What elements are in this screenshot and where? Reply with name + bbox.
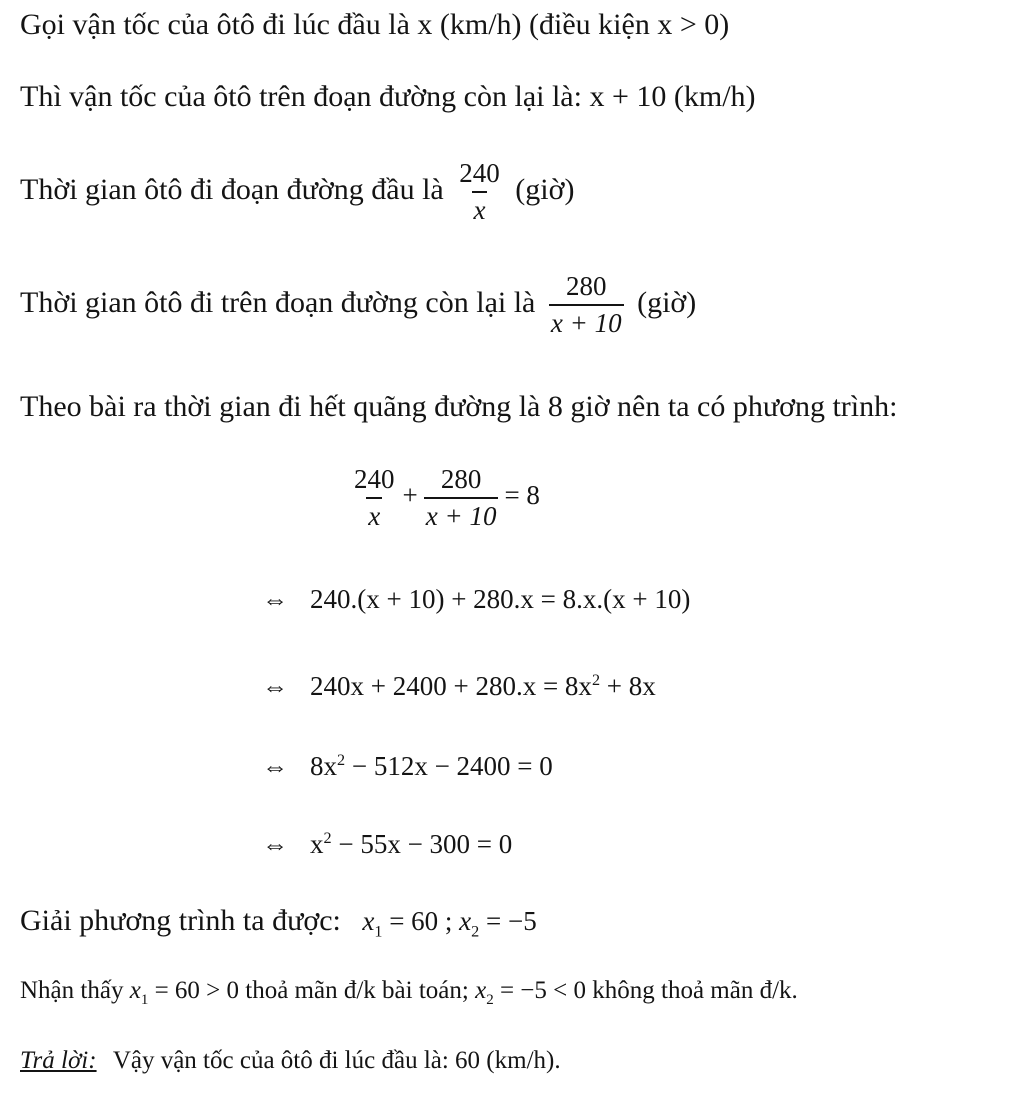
step-4-right: − 55x − 300 = 0 — [331, 829, 513, 859]
iff-icon: ⇔ — [262, 752, 288, 781]
step-3-left: 8x — [310, 751, 337, 781]
exponent: 2 — [591, 671, 601, 689]
exponent: 2 — [323, 829, 332, 847]
fraction-numerator: 280 — [440, 464, 482, 494]
plus-sign: + — [402, 480, 418, 511]
x1-value: = 60 ; — [382, 906, 453, 936]
fraction-numerator: 240 — [354, 464, 395, 494]
check-prefix: Nhận thấy — [20, 977, 124, 1004]
fraction-denominator: x + 10 — [424, 497, 499, 530]
fraction-numerator: 240 — [459, 158, 500, 188]
variable-x: x — [362, 906, 375, 936]
answer-label: Trả lời: — [20, 1047, 97, 1074]
line-check — [20, 978, 798, 1008]
step-2-left: 240x + 2400 + 280.x = 8x — [310, 671, 592, 701]
variable-x: x — [475, 977, 487, 1004]
fraction-240-over-x — [457, 160, 502, 224]
line-solutions — [20, 906, 537, 940]
step-2-right: + 8x — [600, 671, 656, 701]
line-first-time — [20, 160, 574, 224]
variable-x: x — [459, 906, 472, 936]
step-3-right: − 512x − 2400 = 0 — [345, 751, 553, 781]
subscript: 2 — [471, 922, 480, 941]
line-answer — [20, 1048, 561, 1073]
x2-check: = −5 < 0 — [493, 977, 586, 1004]
x2-value: = −5 — [479, 906, 537, 936]
solutions-label: Giải phương trình ta được: — [20, 904, 341, 937]
answer-text: Vậy vận tốc của ôtô đi lúc đầu là: 60 (km/h). — [112, 1047, 561, 1074]
iff-icon: ⇔ — [262, 672, 288, 701]
equals-eight: = 8 — [504, 480, 540, 511]
x1-check: = 60 > 0 — [148, 977, 240, 1004]
fraction-280-over-x-plus-10 — [424, 466, 499, 530]
line-equation-intro: Theo bài ra thời gian đi hết quãng đường là 8 giờ nên ta có phương trình: — [20, 390, 898, 423]
line-remaining-time — [20, 273, 696, 337]
remaining-time-unit: (giờ) — [637, 285, 697, 319]
main-equation — [352, 466, 540, 530]
subscript: 1 — [140, 992, 149, 1008]
check-suffix: không thoả mãn đ/k. — [592, 977, 798, 1004]
remaining-time-label: Thời gian ôtô đi trên đoạn đường còn lại là — [20, 285, 536, 319]
step-4 — [262, 830, 512, 858]
step-4-left: x — [310, 829, 324, 859]
subscript: 2 — [486, 992, 494, 1008]
fraction-240-over-x — [352, 466, 397, 530]
check-middle: thoả mãn đ/k bài toán; — [245, 977, 469, 1004]
line-let-speed: Gọi vận tốc của ôtô đi lúc đầu là x (km/h) (điều kiện x > 0) — [20, 8, 730, 41]
step-3 — [262, 752, 553, 780]
exponent: 2 — [337, 751, 346, 769]
first-time-label: Thời gian ôtô đi đoạn đường đầu là — [20, 172, 444, 206]
variable-x: x — [129, 977, 141, 1004]
fraction-denominator: x — [472, 191, 488, 224]
step-1 — [262, 586, 690, 613]
fraction-denominator: x + 10 — [549, 304, 624, 337]
iff-icon: ⇔ — [262, 585, 288, 614]
line-remaining-speed: Thì vận tốc của ôtô trên đoạn đường còn lại là: x + 10 (km/h) — [20, 80, 756, 113]
fraction-numerator: 280 — [566, 271, 607, 301]
iff-icon: ⇔ — [262, 830, 288, 859]
step-2 — [262, 672, 656, 700]
step-1-expression: 240.(x + 10) + 280.x = 8.x.(x + 10) — [310, 584, 691, 614]
fraction-denominator: x — [366, 497, 382, 530]
fraction-280-over-x-plus-10 — [549, 273, 624, 337]
subscript: 1 — [374, 922, 383, 941]
solutions-values — [362, 906, 537, 941]
first-time-unit: (giờ) — [515, 172, 575, 206]
